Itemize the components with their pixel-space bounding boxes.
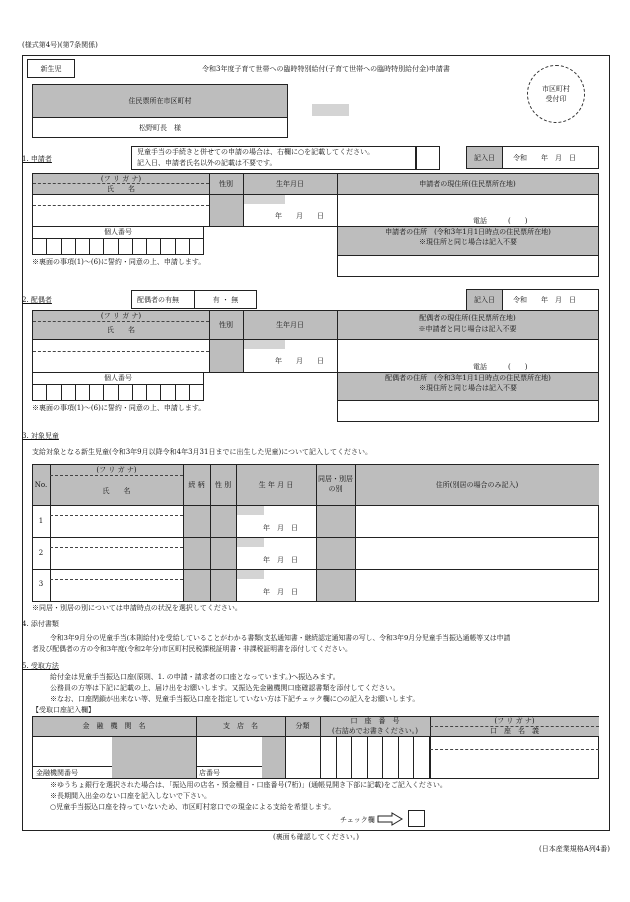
col-account-1: 口 座 番 号 [350,717,400,725]
col-kana-2: 口 座 名 義 [490,727,539,735]
s3-intro: 支給対象となる新生児童(令和3年9月以降令和4年3月31日までに出生した児童)について記入してください。 [32,448,373,456]
col-relation: 続 柄 [188,481,205,489]
s2-heading: 2. 配偶者 [22,296,52,304]
cash-check-box[interactable] [408,810,425,827]
form-title: 令和3年度子育て世帯への臨時特別給付(子育て世帯への臨時特別給付金)申請書 [202,65,450,73]
seal-line1: 市区町村 [542,85,570,93]
s2-same-applicant: ※申請者と同じ場合は記入不要 [418,325,517,333]
col-kana-1: (フ リ ガ ナ) [494,717,535,725]
s1-date-label: 記入日 [474,154,495,162]
s1-dob: 生年月日 [276,180,304,188]
s5-line3: ※なお、口座閉鎖が出来ない等、児童手当振込口座を指定していない方は下記チェック欄に○の記入をお願いします。 [50,695,420,703]
s1-name: 氏 名 [107,185,135,193]
col-dob: 生 年 月 日 [258,481,294,489]
s1-gender-cell[interactable] [210,194,243,226]
s2-dob: 生年月日 [276,321,304,329]
s2-has-spouse-label: 配偶者の有無 [137,296,179,304]
s5-note3: ○児童手当振込口座を持っていないため、市区町村窓口での現金による支給を希望します。 [50,803,336,811]
newborn-tag [27,59,75,78]
back-note: (裏面も確認してください。) [273,833,359,841]
s2-pledge: ※裏面の事項(1)～(6)に誓約・同意の上、申請します。 [32,404,206,412]
s1-mynumber-cells[interactable] [32,238,204,255]
s5-line1: 給付金は児童手当振込口座(原則、1. の申請・請求者の口座となっています。)へ振込みます。 [50,673,340,681]
col-branch: 支 店 名 [223,722,258,730]
s2-phone: 電話 ( ) [473,363,528,371]
s1-phone: 電話 ( ) [473,217,528,225]
s2-mynumber-label: 個人番号 [104,374,132,382]
s5-note2: ※長期間入出金のない口座を記入しないで下さい。 [50,792,211,800]
s1-date-value: 令和 年 月 日 [513,154,576,162]
s2-addr-current: 配偶者の現住所(住民票所在地) [419,314,516,322]
s4-heading: 4. 添付書類 [22,620,59,628]
branch-code-label: 店番号 [199,769,220,777]
s1-mynumber-label: 個人番号 [104,228,132,236]
s1-addr-jan1: 申請者の住所 (令和3年1月1日時点の住民票所在地) [385,228,551,236]
child-row-ymd: 年 月 日 [263,524,298,532]
branch-code-shade [262,736,285,778]
addressee-box[interactable] [32,117,288,138]
s1-same-note: ※現住所と同じ場合は記入不要 [419,238,517,246]
check-label: チェック欄 [340,816,375,824]
child-row-ymd: 年 月 日 [263,588,298,596]
col-gender: 性 別 [214,481,232,489]
grey-mark [312,104,349,116]
child-row-ymd: 年 月 日 [263,556,298,564]
child-row-no: 1 [38,517,44,525]
reception-seal [527,65,585,123]
form-frame [22,55,610,831]
s3-note: ※同居・別居の別については申請時点の状況を選択してください。 [32,604,242,612]
s4-text1: 令和3年9月分の児童手当(本則給付)を受給していることがわかる書類(支払通知書・継続認定通知書の写し、令和3年9月分児童手当振込通帳等又は申請 [50,634,511,642]
s4-text2: 者及び配偶者の方の令和3年度(令和2年分)市区町村民税課税証明書・非課税証明書を添付してください。 [32,645,352,653]
s1-heading: 1. 申請者 [22,155,52,163]
arrow-right-icon [377,812,403,826]
s2-ymd: 年 月 日 [275,357,324,365]
s1-pledge: ※裏面の事項(1)～(6)に誓約・同意の上、申請します。 [32,258,206,266]
col-no: No. [34,481,48,489]
s2-has-spouse-value[interactable]: 有 ・ 無 [212,296,239,304]
bank-code-shade [112,736,196,778]
col-furigana: (フ リ ガ ナ) [96,466,137,474]
s3-heading: 3. 対象児童 [22,432,59,440]
s2-same-note: ※現住所と同じ場合は記入不要 [419,384,517,392]
col-cohab-2: の別 [328,485,343,493]
col-type: 分類 [295,722,310,730]
s2-furigana: (フ リ ガ ナ) [100,312,142,320]
col-account-2: (右詰めでお書きください。) [332,727,418,735]
col-cohab-1: 同居・別居 [318,475,353,483]
s1-addr-current: 申請者の現住所(住民票所在地) [419,180,516,188]
s5-line2: 公務員の方等は下記に記載の上、届け出をお願いします。又振込先金融機関口座確認書類を添付してください。 [50,684,400,692]
s1-note1: 児童手当の手続きと併せての申請の場合は、右欄に○を記載してください。 [137,148,375,156]
s1-gender: 性別 [219,180,233,188]
municipality-box [32,84,288,118]
s5-note1: ※ゆうちょ銀行を選択された場合は、「振込用の店名・預金種目・口座番号(7桁)」(通帳見開き下部に記載)をご記入ください。 [50,781,447,789]
s1-note2: 記入日、申請者氏名以外の記載は不要です。 [137,159,277,167]
bank-heading: 【受取口座記入欄】 [32,706,95,714]
child-row-no: 3 [38,580,44,588]
col-address: 住所(別居の場合のみ記入) [435,481,519,489]
children-cohab-cells[interactable] [316,505,355,601]
seal-line2: 受付印 [545,95,567,103]
addressee-label: 松野町長 様 [139,124,181,132]
s2-mynumber-cells[interactable] [32,384,204,401]
s2-addr-jan1: 配偶者の住所 (令和3年1月1日時点の住民票所在地) [385,374,551,382]
s2-date-label: 記入日 [474,296,495,304]
newborn-tag-label: 新生児 [40,65,62,73]
form-number: (様式第4号)(第7条関係) [22,41,98,49]
child-row-no: 2 [38,549,44,557]
s2-gender-cell[interactable] [210,339,243,372]
s2-date-value: 令和 年 月 日 [513,296,576,304]
s1-ymd: 年 月 日 [275,212,324,220]
col-name: 氏 名 [102,487,131,495]
bank-code-label: 金融機関番号 [36,769,78,777]
s2-name: 氏 名 [107,326,135,334]
s1-circle-field[interactable] [416,146,440,170]
s5-heading: 5. 受取方法 [22,662,59,670]
account-number-cells[interactable] [320,736,430,779]
s1-jan1-field[interactable] [337,255,599,277]
s2-gender: 性別 [219,321,233,329]
municipality-label: 住民票所在市区町村 [128,97,192,105]
col-bank: 金 融 機 関 名 [82,722,146,730]
size-note: (日本産業規格A列4番) [539,845,610,853]
s1-furigana: (フ リ ガ ナ) [100,175,142,183]
s2-jan1-field[interactable] [337,400,599,422]
